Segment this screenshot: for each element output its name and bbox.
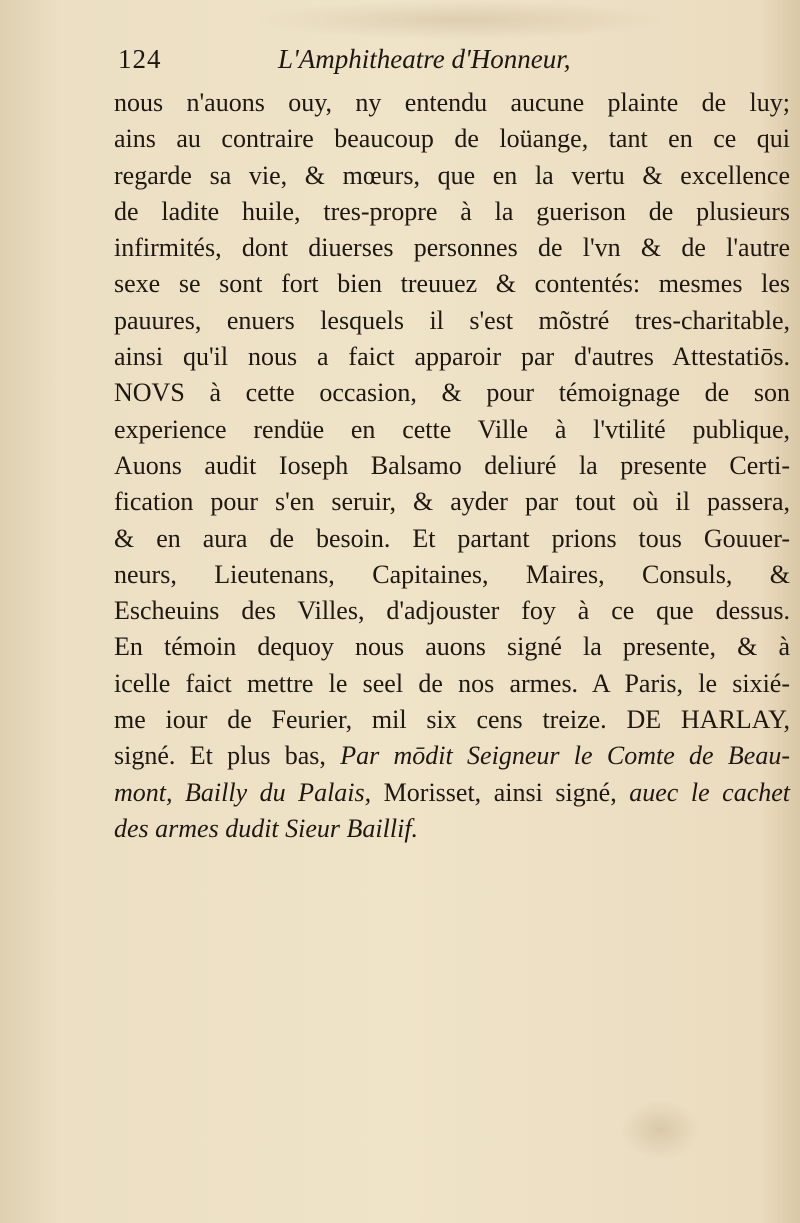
- text-segment: de ladite huile, tres-propre à la guerison de plusieurs: [114, 196, 790, 226]
- text-line: [114, 521, 790, 557]
- text-segment: sexe se sont fort bien treuuez & contentés: mesmes les: [114, 269, 790, 299]
- text-segment: regarde sa vie, & mœurs, que en la vertu & excellence: [114, 160, 790, 190]
- text-segment: fication pour s'en seruir, & ayder par tout où il passera,: [114, 487, 790, 517]
- text-line: [114, 702, 790, 738]
- italic-text-segment: mont, Bailly du Palais,: [114, 777, 372, 807]
- text-line: [114, 629, 790, 665]
- text-line: [114, 266, 790, 302]
- text-segment: nous n'auons ouy, ny entendu aucune plainte de luy;: [114, 88, 790, 117]
- page-header: [118, 44, 798, 84]
- text-line: [114, 666, 790, 702]
- text-line: [114, 484, 790, 520]
- text-line: [114, 412, 790, 448]
- italic-text-segment: des armes dudit Sieur Baillif.: [114, 813, 419, 843]
- italic-text-segment: Par mōdit Seigneur le Comte de Beau-: [340, 741, 790, 771]
- body-text: [114, 85, 790, 847]
- page-number: 124: [118, 44, 162, 74]
- text-segment: signé. Et plus bas,: [114, 741, 341, 771]
- paper-stain: [250, 0, 670, 40]
- text-line: [114, 194, 790, 230]
- text-segment: me iour de Feurier, mil six cens treize. DE HARLAY,: [114, 705, 790, 735]
- text-line: [114, 557, 790, 593]
- text-segment: neurs, Lieutenans, Capitaines, Maires, Consuls, &: [114, 559, 790, 589]
- text-segment: ains au contraire beaucoup de loüange, tant en ce qui: [114, 124, 790, 154]
- text-line: [114, 303, 790, 339]
- text-line: [114, 375, 790, 411]
- text-segment: pauures, enuers lesquels il s'est mõstré tres-charitable,: [114, 305, 790, 335]
- text-line: [114, 738, 790, 774]
- text-line: [114, 85, 790, 121]
- text-segment: & en aura de besoin. Et partant prions tous Gouuer-: [114, 523, 790, 553]
- text-line: [114, 158, 790, 194]
- text-segment: Morisset, ainsi signé,: [371, 777, 630, 807]
- text-segment: Auons audit Ioseph Balsamo deliuré la presente Certi-: [114, 450, 790, 480]
- running-title: L'Amphitheatre d'Honneur,: [278, 44, 571, 74]
- text-line: [114, 230, 790, 266]
- paper-stain: [620, 1100, 700, 1160]
- text-line: [114, 448, 790, 484]
- text-segment: ainsi qu'il nous a faict apparoir par d'autres Attestatiōs.: [114, 342, 790, 372]
- text-line: [114, 775, 790, 811]
- text-segment: icelle faict mettre le seel de nos armes. A Paris, le sixié-: [114, 668, 790, 698]
- text-line: [114, 593, 790, 629]
- italic-text-segment: auec le cachet: [629, 777, 790, 807]
- text-segment: experience rendüe en cette Ville à l'vtilité publique,: [114, 414, 790, 444]
- text-segment: Escheuins des Villes, d'adjouster foy à ce que dessus.: [114, 596, 790, 626]
- text-line: [114, 811, 790, 847]
- text-segment: En témoin dequoy nous auons signé la presente, & à: [114, 632, 790, 662]
- text-segment: infirmités, dont diuerses personnes de l'vn & de l'autre: [114, 233, 790, 263]
- text-line: [114, 339, 790, 375]
- text-segment: NOVS à cette occasion, & pour témoignage de son: [114, 378, 790, 408]
- text-line: [114, 121, 790, 157]
